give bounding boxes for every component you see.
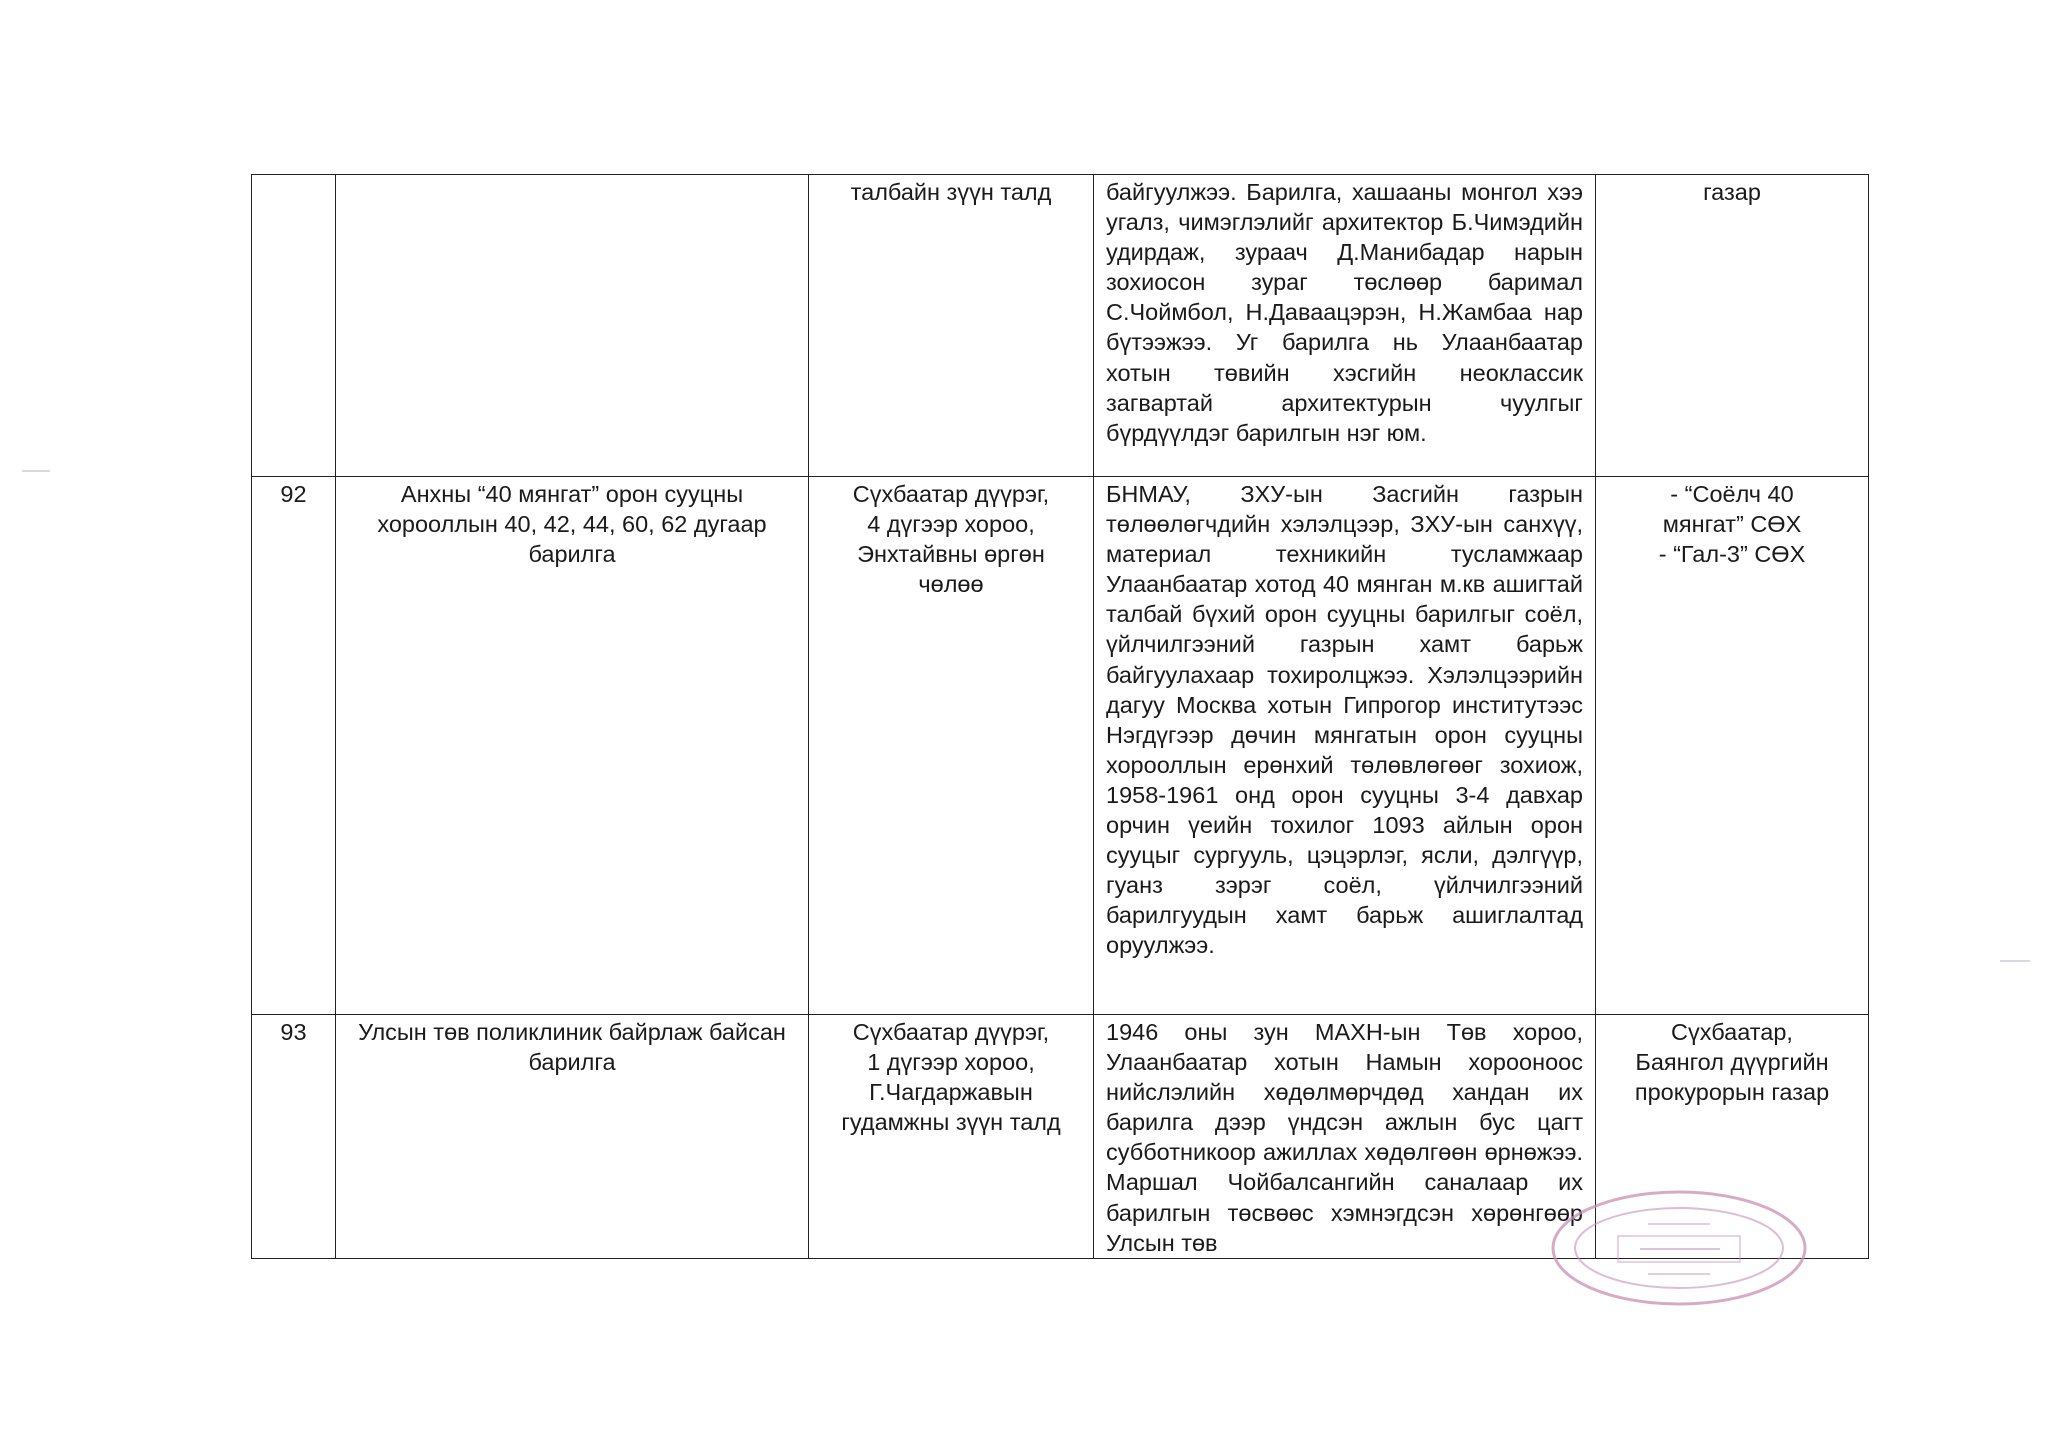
location-cell xyxy=(809,175,1094,477)
location-cell xyxy=(809,1015,1094,1259)
location-line: 1 дүгээр хороо, xyxy=(867,1049,1035,1076)
owner-line: Баянгол дүүргийн xyxy=(1635,1049,1829,1076)
owner-cell xyxy=(1596,175,1869,477)
table-row xyxy=(252,477,1869,1015)
scan-artifact-left xyxy=(22,470,50,472)
heritage-name xyxy=(336,175,809,477)
description-cell: 1946 оны зун МАХН-ын Төв хороо, Улаанбаатар хотын Намын хорооноос нийслэлийн хөдөлмөрчдөд хандан их барилга дээр үндсэн ажлын бус цагт субботникоор ажиллах хөдөлгөөн өрнөжээ. Маршал Чойбалсангийн саналаар их барилгын төсвөөс хэмнэгдсэн хөрөнгөөр Улсын төв xyxy=(1094,1015,1596,1259)
owner-cell xyxy=(1596,1015,1869,1259)
location-line: 4 дүгээр хороо, xyxy=(867,511,1035,538)
table-row xyxy=(252,1015,1869,1259)
location-line: талбайн зүүн талд xyxy=(850,179,1052,205)
location-line: Сүхбаатар дүүрэг, xyxy=(852,481,1050,507)
location-line: Г.Чагдаржавын xyxy=(869,1079,1033,1106)
description-cell: байгуулжээ. Барилга, хашааны монгол хээ угалз, чимэглэлийг архитектор Б.Чимэдийн удирдаж, зураач Д.Манибадар нарын зохиосон зураг төслөөр баримал С.Чоймбол, Н.Даваацэрэн, Н.Жамбаа нар бүтээжээ. Уг барилга нь Улаанбаатар хотын төвийн хэсгийн неоклассик загвартай архитектурын чуулгыг бүрдүүлдэг барилгын нэг юм. xyxy=(1094,175,1596,477)
owner-line: - “Гал-3” СӨХ xyxy=(1658,541,1806,568)
location-cell xyxy=(809,477,1094,1015)
location-line: чөлөө xyxy=(918,571,984,598)
description-cell: БНМАУ, ЗХУ-ын Засгийн газрын төлөөлөгчдийн хэлэлцээр, ЗХУ-ын санхүү, материал техникийн тусламжаар Улаанбаатар хотод 40 мянган м.кв ашигтай талбай бүхий орон сууцны барилгыг соёл, үйлчилгээний газрын хамт барьж байгуулахаар тохиролцжээ. Хэлэлцээрийн дагуу Москва хотын Гипрогор институтээс Нэгдүгээр дөчин мянгатын орон сууцны хорооллын ерөнхий төлөвлөгөөг зохиож, 1958-1961 онд орон сууцны 3-4 давхар орчин үеийн тохилог 1093 айлын орон сууцыг сургууль, цэцэрлэг, ясли, дэлгүүр, гуанз зэрэг соёл, үйлчилгээний барилгуудын хамт барьж ашиглалтад оруулжээ. xyxy=(1094,477,1596,1015)
heritage-name: Анхны “40 мянгат” орон сууцны хорооллын 40, 42, 44, 60, 62 дугаар барилга xyxy=(336,477,809,1015)
location-line: Сүхбаатар дүүрэг, xyxy=(852,1019,1050,1045)
location-line: Энхтайвны өргөн xyxy=(857,541,1045,568)
owner-line: Сүхбаатар, xyxy=(1671,1019,1793,1045)
owner-line: - “Соёлч 40 xyxy=(1670,481,1794,507)
owner-line: газар xyxy=(1703,179,1761,205)
scan-artifact-right xyxy=(2000,960,2030,962)
location-line: гудамжны зүүн талд xyxy=(841,1109,1061,1136)
row-number: 93 xyxy=(252,1015,336,1259)
heritage-table xyxy=(251,174,1869,1259)
row-number xyxy=(252,175,336,477)
owner-line: мянгат” СӨХ xyxy=(1662,511,1802,538)
owner-line: прокурорын газар xyxy=(1634,1079,1830,1106)
table-row xyxy=(252,175,1869,477)
owner-cell xyxy=(1596,477,1869,1015)
heritage-name: Улсын төв поликлиник байрлаж байсан барилга xyxy=(336,1015,809,1259)
row-number: 92 xyxy=(252,477,336,1015)
